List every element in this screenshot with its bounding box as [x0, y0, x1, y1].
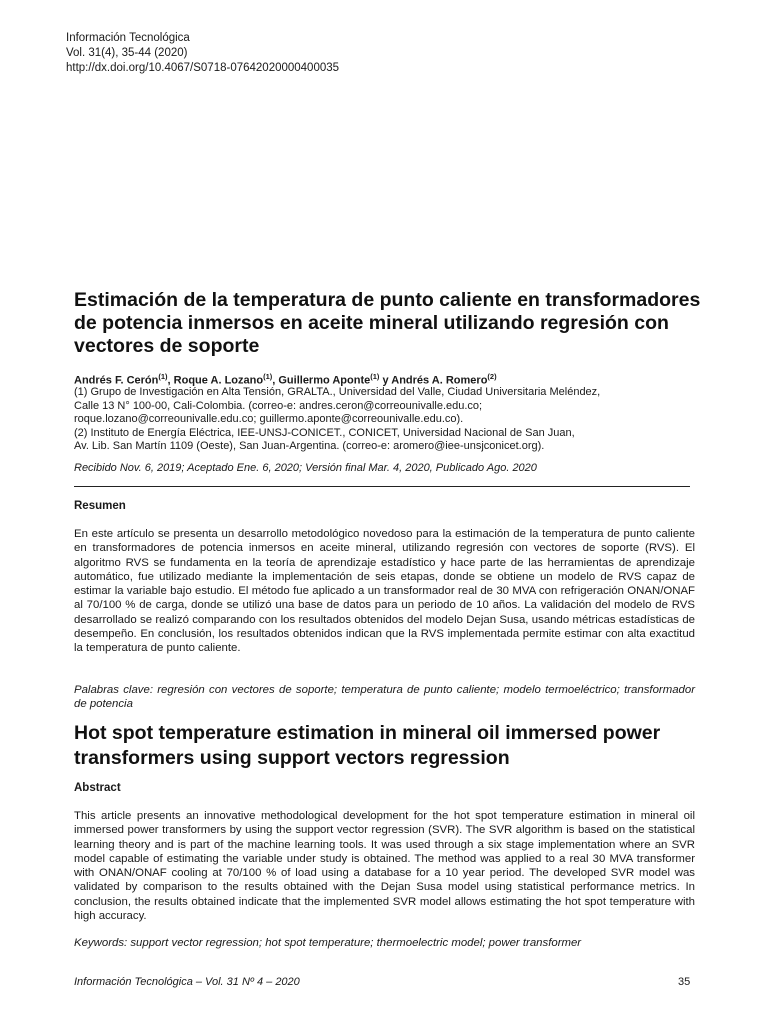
- affiliation-line: roque.lozano@correounivalle.edu.co; guillermo.aponte@correounivalle.edu.co).: [74, 413, 464, 426]
- author-2: Roque A. Lozano: [173, 374, 264, 387]
- journal-volume: Vol. 31(4), 35-44 (2020): [66, 47, 188, 59]
- author-3: Guillermo Aponte: [278, 374, 371, 387]
- page-number: 35: [678, 976, 691, 988]
- spanish-title: Estimación de la temperatura de punto caliente en transformadores de potencia inmersos en aceite mineral utilizando regresión con vectores de soporte: [74, 289, 701, 357]
- journal-name: Información Tecnológica: [66, 32, 190, 44]
- keywords: Keywords: support vector regression; hot spot temperature; thermoelectric model; power transformer: [74, 937, 582, 949]
- author-4: y Andrés A. Romero: [382, 374, 488, 387]
- affiliation-line: (2) Instituto de Energía Eléctrica, IEE-UNSJ-CONICET., CONICET, Universidad Nacional de San Juan,: [74, 426, 575, 439]
- palabras-clave: Palabras clave: regresión con vectores de soporte; temperatura de punto caliente; modelo termoeléctrico; transformador de potencia: [74, 684, 695, 711]
- affiliation-line: (1) Grupo de Investigación en Alta Tensión, GRALTA., Universidad del Valle, Ciudad Universitaria Meléndez,: [74, 386, 601, 398]
- footer-journal-issue: Información Tecnológica – Vol. 31 Nº 4 – 2020: [74, 976, 300, 988]
- affiliation-line: Calle 13 N° 100-00, Cali-Colombia. (correo-e: andres.ceron@correounivalle.edu.co;: [74, 399, 483, 412]
- resumen-body: En este artículo se presenta un desarrollo metodológico novedoso para la estimación de la temperatura de punto caliente en transformadores de potencia inmersos en aceite mineral, utilizando regresión con vectores de soporte (RVS). El algoritmo RVS se fundamenta en la teoría de aprendizaje estadístico y hace parte de las herramientas de aprendizaje automático, fue utilizado mediante la implementación de seis etapas, donde se obtiene un modelo de RVS capaz de estimar la variable bajo estudio. El método fue aplicado a un transformador real de 30 MVA con refrigeración ONAN/ONAF al 70/100 % de carga, donde se utilizó una base de datos para un periodo de 10 años. La validación del modelo de RVS desarrollado se realizó comparando con los resultados obtenidos del modelo Dejan Susa, usando métricas estadísticas de desempeño. En conclusión, los resultados obtenidos indican que la RVS implementada permite estimar con alta exactitud la temperatura de punto caliente.: [74, 528, 695, 655]
- author-3-affil: (1): [370, 372, 380, 381]
- journal-header: [66, 31, 339, 76]
- doi-link[interactable]: http://dx.doi.org/10.4067/S0718-07642020000400035: [66, 62, 340, 74]
- abstract-body: This article presents an innovative methodological development for the hot spot temperature estimation in mineral oil immersed power transformers by using the support vector regression (SVR). The SVR algorithm is based on the statistical learning theory and is part of the machine learning tools. It was used through a six stage implementation where an SVR model capable of estimating the variable under study is obtained. The method was applied to a real 30 MVA transformer with ONAN/ONAF cooling at 70/100 % of load using a database for a 10 year period. The developed SVR model was validated by comparison to the results obtained with the Dejan Susa model using statistical performance metrics. In conclusion, the results obtained indicate that the implemented SVR model allows estimating the hot spot temperature with high accuracy.: [74, 810, 695, 923]
- affiliations: [74, 386, 694, 454]
- section-divider: [74, 486, 690, 487]
- affiliation-line: Av. Lib. San Martín 1109 (Oeste), San Juan-Argentina. (correo-e: aromero@iee-unsjconicet.org).: [74, 440, 545, 453]
- author-2-affil: (1): [263, 372, 273, 381]
- author-1-affil: (1): [158, 372, 168, 381]
- english-title: Hot spot temperature estimation in mineral oil immersed power transformers using support vectors regression: [74, 722, 661, 769]
- abstract-heading: Abstract: [74, 782, 121, 794]
- author-1: Andrés F. Cerón: [74, 374, 159, 387]
- author-4-affil: (2): [487, 372, 497, 381]
- received-dates: Recibido Nov. 6, 2019; Aceptado Ene. 6, 2020; Versión final Mar. 4, 2020, Publicado Ago. 2020: [74, 462, 537, 474]
- author-list: Andrés F. Cerón$^{(1)}$, Roque A. Lozano$^{(1)}$, Guillermo Aponte$^{(1)}$ y Andrés A. Romero$^{(2)}$: [74, 372, 497, 387]
- resumen-heading: Resumen: [74, 500, 126, 512]
